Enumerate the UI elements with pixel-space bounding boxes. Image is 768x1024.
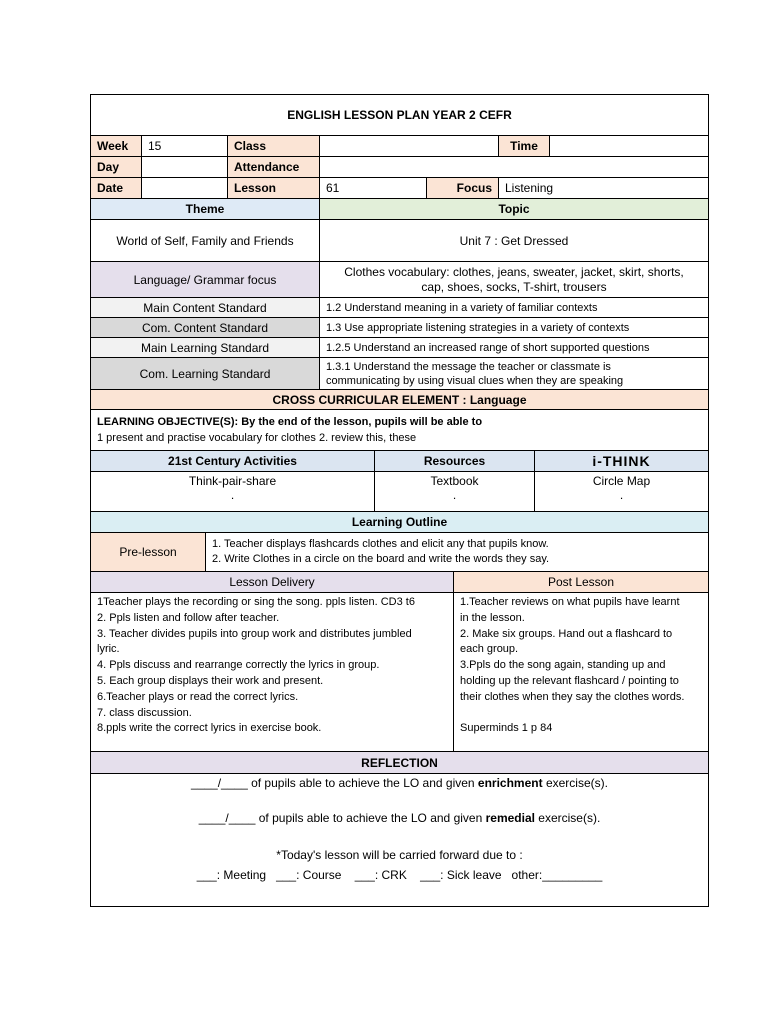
day-row: [91, 157, 708, 178]
pre-lesson-row: [91, 533, 708, 572]
cross-curricular-row: [91, 390, 708, 410]
week-row: [91, 136, 708, 157]
reflection-label: REFLECTION: [91, 752, 708, 774]
reflection-remedial-post: exercise(s).: [534, 811, 601, 825]
resources-label: Resources: [375, 451, 535, 472]
itink-label: i-THINK: [592, 453, 651, 469]
post-lesson-item: holding up the relevant flashcard / pointing to: [460, 674, 679, 687]
main-content-standard-label: Main Content Standard: [91, 298, 320, 318]
lesson-delivery-item: 5. Each group displays their work and present.: [97, 674, 324, 687]
post-lesson-item: in the lesson.: [460, 611, 525, 624]
main-learning-standard-label: Main Learning Standard: [91, 338, 320, 358]
date-value: [142, 178, 228, 199]
week-value: 15: [142, 136, 228, 157]
grammar-value: [320, 262, 708, 298]
page-title: ENGLISH LESSON PLAN YEAR 2 CEFR: [91, 95, 708, 136]
topic-label: Topic: [320, 199, 708, 220]
title-row: [91, 95, 708, 136]
lesson-delivery-item: 2. Ppls listen and follow after teacher.: [97, 611, 280, 624]
lesson-label: Lesson: [228, 178, 320, 199]
lesson-plan-sheet: [90, 94, 709, 907]
reflection-enrichment-pre: ____/____ of pupils able to achieve the LO and given: [191, 776, 478, 790]
attendance-label: Attendance: [228, 157, 320, 178]
learning-outline-label: Learning Outline: [91, 512, 708, 533]
itink-value: Circle Map: [592, 474, 651, 488]
reflection-line-enrichment: [91, 776, 708, 790]
theme-label: Theme: [91, 199, 320, 220]
com-content-standard-label: Com. Content Standard: [91, 318, 320, 338]
pre-lesson-content: [206, 533, 708, 572]
focus-label: Focus: [427, 178, 499, 199]
class-label: Class: [228, 136, 320, 157]
com-learning-standard-value: [320, 358, 708, 390]
post-lesson-label: Post Lesson: [454, 572, 708, 593]
lesson-delivery-item: lyric.: [97, 643, 120, 656]
pre-lesson-item: 2. Write Clothes in a circle on the board and write the words they say.: [212, 553, 550, 565]
lesson-delivery-item: 7. class discussion.: [97, 706, 192, 719]
itink-dot: .: [619, 488, 624, 502]
resources-value: Textbook: [430, 474, 479, 488]
grammar-row: [91, 262, 708, 298]
post-lesson-item: their clothes when they say the clothes words.: [460, 690, 685, 703]
com-content-standard-row: [91, 318, 708, 338]
learning-objective-row: [91, 410, 708, 451]
itink-logo: [535, 451, 708, 472]
carried-forward-reasons: ___: Meeting ___: Course ___: CRK ___: Sick leave other:_________: [196, 868, 603, 882]
theme-topic-values: [91, 220, 708, 262]
reflection-enrichment-bold: enrichment: [477, 776, 543, 790]
itink-cell: [535, 472, 708, 512]
post-lesson-item: 1.Teacher reviews on what pupils have learnt: [460, 596, 680, 608]
day-value: [142, 157, 228, 178]
class-value: [320, 136, 499, 157]
main-learning-standard-row: [91, 338, 708, 358]
post-lesson-item: 2. Make six groups. Hand out a flashcard to: [460, 627, 673, 640]
pre-lesson-item: 1. Teacher displays flashcards clothes and elicit any that pupils know.: [212, 538, 549, 550]
resources-cell: [375, 472, 535, 512]
post-lesson-item: each group.: [460, 643, 519, 656]
date-row: [91, 178, 708, 199]
topic-value: Unit 7 : Get Dressed: [320, 220, 708, 262]
lesson-delivery-item: 1Teacher plays the recording or sing the song. ppls listen. CD3 t6: [97, 596, 415, 608]
lesson-value: 61: [320, 178, 427, 199]
time-value: [550, 136, 708, 157]
lesson-delivery-item: 3. Teacher divides pupils into group work and distributes jumbled: [97, 627, 412, 640]
lesson-delivery-item: 6.Teacher plays or read the correct lyrics.: [97, 690, 299, 703]
grammar-value-line1: Clothes vocabulary: clothes, jeans, sweater, jacket, skirt, shorts,: [344, 264, 684, 279]
lesson-delivery-item: 8.ppls write the correct lyrics in exercise book.: [97, 722, 322, 735]
main-content-standard-row: [91, 298, 708, 318]
century-activities-value: Think-pair-share: [188, 474, 277, 488]
activities-header-row: [91, 451, 708, 472]
attendance-value: [320, 157, 708, 178]
century-activities-cell: [91, 472, 375, 512]
time-label: Time: [499, 136, 550, 157]
reflection-header-row: [91, 752, 708, 774]
lesson-delivery-label: Lesson Delivery: [91, 572, 454, 593]
grammar-value-line2: cap, shoes, socks, T-shirt, trousers: [421, 279, 607, 294]
reflection-remedial-pre: ____/____ of pupils able to achieve the LO and given: [198, 811, 486, 825]
week-label: Week: [91, 136, 142, 157]
learning-objective-heading: LEARNING OBJECTIVE(S): By the end of the lesson, pupils will be able to: [97, 416, 483, 428]
reflection-enrichment-post: exercise(s).: [542, 776, 608, 790]
carried-forward-text: *Today's lesson will be carried forward due to :: [276, 848, 523, 862]
delivery-header-row: [91, 572, 708, 593]
lesson-delivery-list: [91, 593, 454, 752]
post-lesson-item: 3.Ppls do the song again, standing up and: [460, 659, 666, 672]
delivery-content-row: [91, 593, 708, 752]
date-label: Date: [91, 178, 142, 199]
main-learning-standard-value: 1.2.5 Understand an increased range of short supported questions: [320, 338, 708, 358]
lesson-delivery-item: 4. Ppls discuss and rearrange correctly the lyrics in group.: [97, 659, 380, 672]
post-lesson-item: Superminds 1 p 84: [460, 722, 553, 735]
learning-outline-row: [91, 512, 708, 533]
com-learning-standard-line2: communicating by using visual clues when they are speaking: [326, 374, 624, 387]
focus-value: Listening: [499, 178, 708, 199]
resources-dot: .: [452, 488, 457, 502]
reflection-line-remedial: [91, 811, 708, 825]
com-learning-standard-row: [91, 358, 708, 390]
pre-lesson-label: Pre-lesson: [91, 533, 206, 572]
theme-value: World of Self, Family and Friends: [91, 220, 320, 262]
learning-objective: [91, 410, 708, 451]
main-content-standard-value: 1.2 Understand meaning in a variety of familiar contexts: [320, 298, 708, 318]
com-learning-standard-line1: 1.3.1 Understand the message the teacher or classmate is: [326, 360, 611, 373]
theme-topic-header: [91, 199, 708, 220]
activities-values-row: [91, 472, 708, 512]
cross-curricular-element: CROSS CURRICULAR ELEMENT : Language: [91, 390, 708, 410]
century-activities-label: 21st Century Activities: [91, 451, 375, 472]
reflection-remedial-bold: remedial: [485, 811, 535, 825]
day-label: Day: [91, 157, 142, 178]
learning-objective-text: 1 present and practise vocabulary for clothes 2. review this, these: [97, 432, 417, 444]
grammar-label: Language/ Grammar focus: [91, 262, 320, 298]
century-dot: .: [230, 488, 235, 502]
com-content-standard-value: 1.3 Use appropriate listening strategies in a variety of contexts: [320, 318, 708, 338]
post-lesson-list: [454, 593, 708, 752]
com-learning-standard-label: Com. Learning Standard: [91, 358, 320, 390]
